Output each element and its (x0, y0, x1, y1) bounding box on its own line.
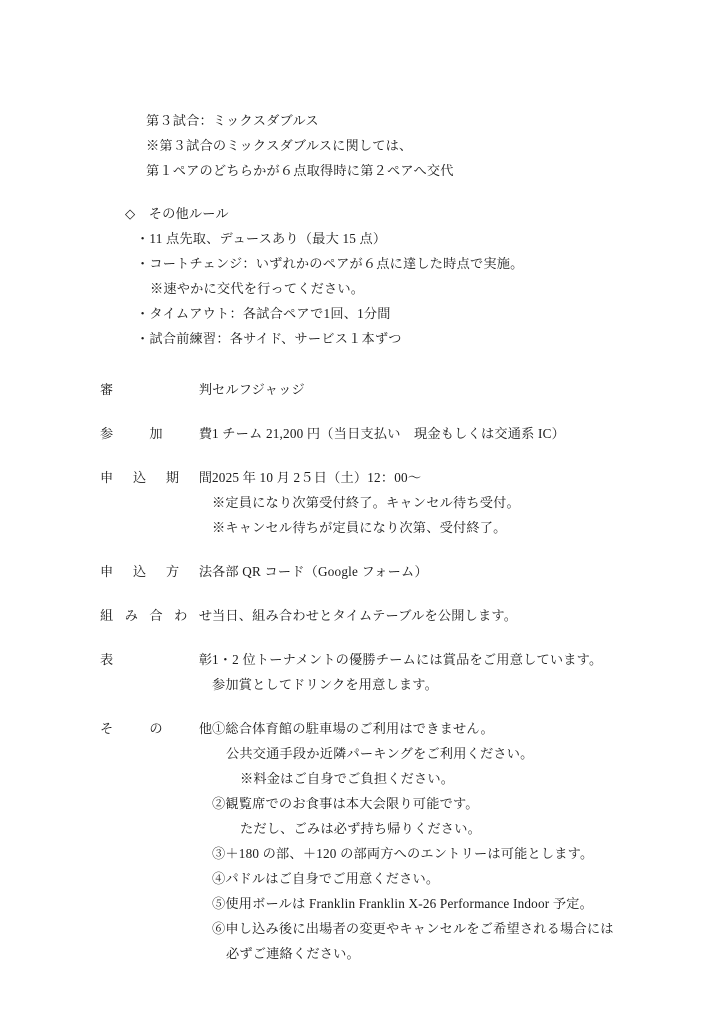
info-row-line: ⑥申し込み後に出場者の変更やキャンセルをご希望される場合には (212, 921, 614, 936)
info-row-label: 審 判 (100, 382, 212, 397)
other-rules-list (136, 226, 725, 351)
info-row-line: 当日、組み合わせとタイムテーブルを公開します。 (212, 608, 518, 623)
info-row-line: 1 チーム 21,200 円（当日支払い 現金もしくは交通系 IC） (212, 426, 565, 441)
info-row-application-period (0, 465, 725, 540)
info-row-line: 参加賞としてドリンクを用意します。 (212, 677, 439, 692)
info-row-fee (0, 421, 725, 446)
info-row-line: 公共交通手段か近隣パーキングをご利用ください。 (226, 746, 534, 761)
info-row-body (212, 647, 725, 697)
info-row-label: 表 彰 (100, 652, 212, 667)
info-row-line: ※定員になり次第受付終了。キャンセル待ち受付。 (212, 495, 520, 510)
rule-item: ・タイムアウト：各試合ペアで1回、1分間 (136, 306, 391, 321)
info-rows (0, 377, 725, 966)
match-line: 第１ペアのどちらかが６点取得時に第２ペアへ交代 (146, 163, 454, 178)
info-row-line: ④パドルはご自身でご用意ください。 (212, 871, 440, 886)
info-row-awards (0, 647, 725, 697)
info-row-body (212, 465, 725, 540)
info-row-line: ②観覧席でのお食事は本大会限り可能です。 (212, 796, 479, 811)
rule-item: ・コートチェンジ：いずれかのペアが６点に達した時点で実施。 (136, 256, 524, 271)
info-row-body (212, 377, 725, 402)
rule-item: ・試合前練習：各サイド、サービス１本ずつ (136, 331, 402, 346)
info-row-line: 2025 年 10 月 2５日（土）12：00〜 (212, 470, 422, 485)
other-rules-heading: ◇ その他ルール (125, 206, 229, 221)
rule-item: ・11 点先取、デュースあり（最大 15 点） (136, 231, 387, 246)
document-body (0, 108, 725, 985)
info-row-line: 1・2 位トーナメントの優勝チームには賞品をご用意しています。 (212, 652, 603, 667)
info-row-application-method (0, 559, 725, 584)
info-row-line: セルフジャッジ (212, 382, 305, 397)
info-row-others (0, 716, 725, 966)
info-row-label: 組 み 合 わ せ (100, 608, 212, 623)
info-row-label: 参 加 費 (100, 426, 212, 441)
info-row-draw (0, 603, 725, 628)
info-row-label: 申 込 期 間 (100, 470, 212, 485)
match-line: 第３試合：ミックスダブルス (146, 113, 319, 128)
info-row-line: 各部 QR コード（Google フォーム） (212, 564, 428, 579)
info-row-body (212, 716, 725, 966)
info-row-body (212, 603, 725, 628)
info-row-line: 必ずご連絡ください。 (226, 946, 360, 961)
info-row-label: そ の 他 (100, 721, 212, 736)
info-row-body (212, 559, 725, 584)
info-row-line: ①総合体育館の駐車場のご利用はできません。 (212, 721, 494, 736)
match-line: ※第３試合のミックスダブルスに関しては、 (146, 138, 413, 153)
info-row-referee (0, 377, 725, 402)
info-row-line: ただし、ごみは必ず持ち帰りください。 (240, 821, 481, 836)
info-row-line: ⑤使用ボールは Franklin Franklin X-26 Performance Indoor 予定。 (212, 896, 593, 911)
info-row-line: ※料金はご自身でご負担ください。 (240, 771, 455, 786)
info-row-line: ③＋180 の部、＋120 の部両方へのエントリーは可能とします。 (212, 846, 594, 861)
match-schedule-block (146, 108, 725, 183)
rule-item-note: ※速やかに交代を行ってください。 (150, 281, 365, 296)
info-row-line: ※キャンセル待ちが定員になり次第、受付終了。 (212, 520, 507, 535)
info-row-body (212, 421, 725, 446)
info-row-label: 申 込 方 法 (100, 564, 212, 579)
